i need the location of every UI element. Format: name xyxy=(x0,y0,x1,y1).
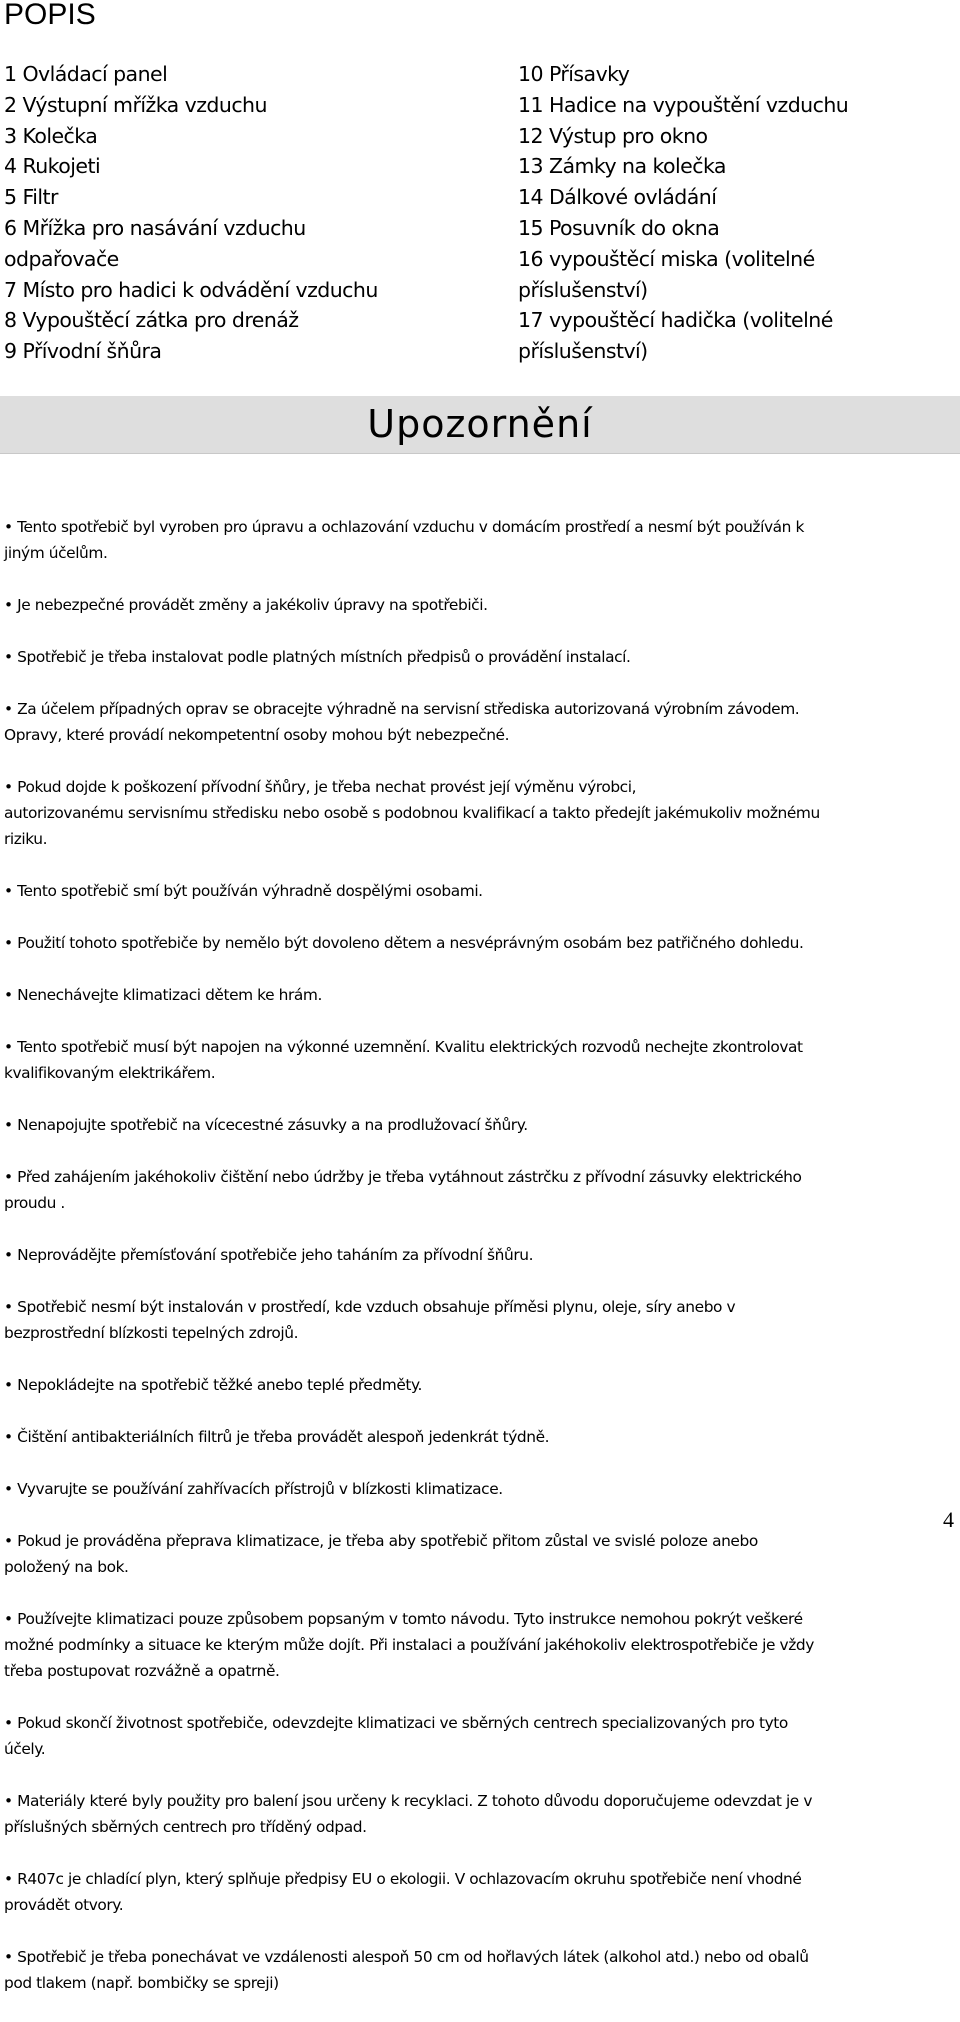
part-item: 9 Přívodní šňůra xyxy=(4,339,162,364)
safety-note: • Čištění antibakteriálních filtrů je třeba provádět alespoň jedenkrát týdně. xyxy=(4,1428,550,1446)
part-item: 15 Posuvník do okna xyxy=(518,215,720,240)
safety-note: • Tento spotřebič byl vyroben pro úpravu a ochlazování vzduchu v domácím prostředí a nesmí být používán k jiným účelům. xyxy=(4,518,804,562)
part-item: odpařovače xyxy=(4,246,119,271)
part-item: 13 Zámky na kolečka xyxy=(518,154,726,179)
part-item: 14 Dálkové ovládání xyxy=(518,185,717,210)
safety-note: • Je nebezpečné provádět změny a jakékoliv úpravy na spotřebiči. xyxy=(4,596,488,614)
safety-note: • Tento spotřebič smí být používán výhradně dospělými osobami. xyxy=(4,882,483,900)
part-item: příslušenství) xyxy=(518,339,648,364)
part-item: 1 Ovládací panel xyxy=(4,62,168,86)
part-item: 12 Výstup pro okno xyxy=(518,123,708,148)
safety-notes-list xyxy=(4,488,960,2022)
warning-title: Upozornění xyxy=(367,402,593,446)
safety-note: • Pokud skončí životnost spotřebiče, odevzdejte klimatizaci ve sběrných centrech specializovaných pro tyto účely. xyxy=(4,1714,788,1758)
safety-note: • Používejte klimatizaci pouze způsobem popsaným v tomto návodu. Tyto instrukce nemohou pokrýt veškeré možné podmínky a situace ke kterým může dojít. Při instalaci a používání jakéhokoliv elektrospotřebiče je vždy třeba postupovat rozvážně a opatrně. xyxy=(4,1610,814,1680)
part-item: 11 Hadice na vypouštění vzduchu xyxy=(518,92,849,117)
part-item: 6 Mřížka pro nasávání vzduchu xyxy=(4,215,306,240)
parts-list-right xyxy=(518,59,958,367)
safety-note: • Před zahájením jakéhokoliv čištění nebo údržby je třeba vytáhnout zástrčku z přívodní zásuvky elektrického proudu . xyxy=(4,1168,802,1212)
safety-note: • Materiály které byly použity pro balení jsou určeny k recyklaci. Z tohoto důvodu doporučujeme odevzdat je v příslušných sběrných centrech pro tříděný odpad. xyxy=(4,1792,813,1836)
safety-note: • Tento spotřebič musí být napojen na výkonné uzemnění. Kvalitu elektrických rozvodů nechejte zkontrolovat kvalifikovaným elektrikářem. xyxy=(4,1038,803,1082)
safety-note: • Použití tohoto spotřebiče by nemělo být dovoleno dětem a nesvéprávným osobám bez patřičného dohledu. xyxy=(4,934,804,952)
safety-note: • Spotřebič je třeba instalovat podle platných místních předpisů o provádění instalací. xyxy=(4,648,631,666)
part-item: příslušenství) xyxy=(518,277,648,302)
safety-note: • Nenechávejte klimatizaci dětem ke hrám. xyxy=(4,986,322,1004)
safety-note: • Nenapojujte spotřebič na vícecestné zásuvky a na prodlužovací šňůry. xyxy=(4,1116,528,1134)
safety-note: • Nepokládejte na spotřebič těžké anebo teplé předměty. xyxy=(4,1376,422,1394)
part-item: 5 Filtr xyxy=(4,185,58,210)
safety-note: • Spotřebič nesmí být instalován v prostředí, kde vzduch obsahuje příměsi plynu, oleje, síry anebo v bezprostřední blízkosti tepelných zdrojů. xyxy=(4,1298,736,1342)
warning-banner xyxy=(0,396,960,454)
safety-note: • Pokud je prováděna přeprava klimatizace, je třeba aby spotřebič přitom zůstal ve svislé poloze anebo položený na bok. xyxy=(4,1532,758,1576)
part-item: 10 Přísavky xyxy=(518,62,630,86)
part-item: 7 Místo pro hadici k odvádění vzduchu xyxy=(4,277,378,302)
part-item: 2 Výstupní mřížka vzduchu xyxy=(4,92,267,117)
page-number: 4 xyxy=(943,1507,954,1532)
parts-list-left xyxy=(4,59,504,367)
part-item: 3 Kolečka xyxy=(4,123,98,148)
safety-note: • Pokud dojde k poškození přívodní šňůry, je třeba nechat provést její výměnu výrobci, autorizovanému servisnímu středisku nebo osobě s podobnou kvalifikací a takto předejít jakémukoliv možnému riziku. xyxy=(4,778,820,848)
part-item: 8 Vypouštěcí zátka pro drenáž xyxy=(4,308,299,333)
safety-note: • Neprovádějte přemísťování spotřebiče jeho taháním za přívodní šňůru. xyxy=(4,1246,534,1264)
part-item: 17 vypouštěcí hadička (volitelné xyxy=(518,308,833,333)
safety-note: • Vyvarujte se používání zahřívacích přístrojů v blízkosti klimatizace. xyxy=(4,1480,503,1498)
part-item: 16 vypouštěcí miska (volitelné xyxy=(518,246,815,271)
safety-note: • R407c je chladící plyn, který splňuje předpisy EU o ekologii. V ochlazovacím okruhu spotřebiče není vhodné provádět otvory. xyxy=(4,1870,802,1914)
safety-note: • Za účelem případných oprav se obracejte výhradně na servisní střediska autorizovaná výrobním závodem. Opravy, které provádí nekompetentní osoby mohou být nebezpečné. xyxy=(4,700,800,744)
safety-note: • Spotřebič je třeba ponechávat ve vzdálenosti alespoň 50 cm od hořlavých látek (alkohol atd.) nebo od obalů pod tlakem (např. bombičky se spreji) xyxy=(4,1948,809,1992)
part-item: 4 Rukojeti xyxy=(4,154,101,179)
page-title: POPIS xyxy=(4,0,96,31)
